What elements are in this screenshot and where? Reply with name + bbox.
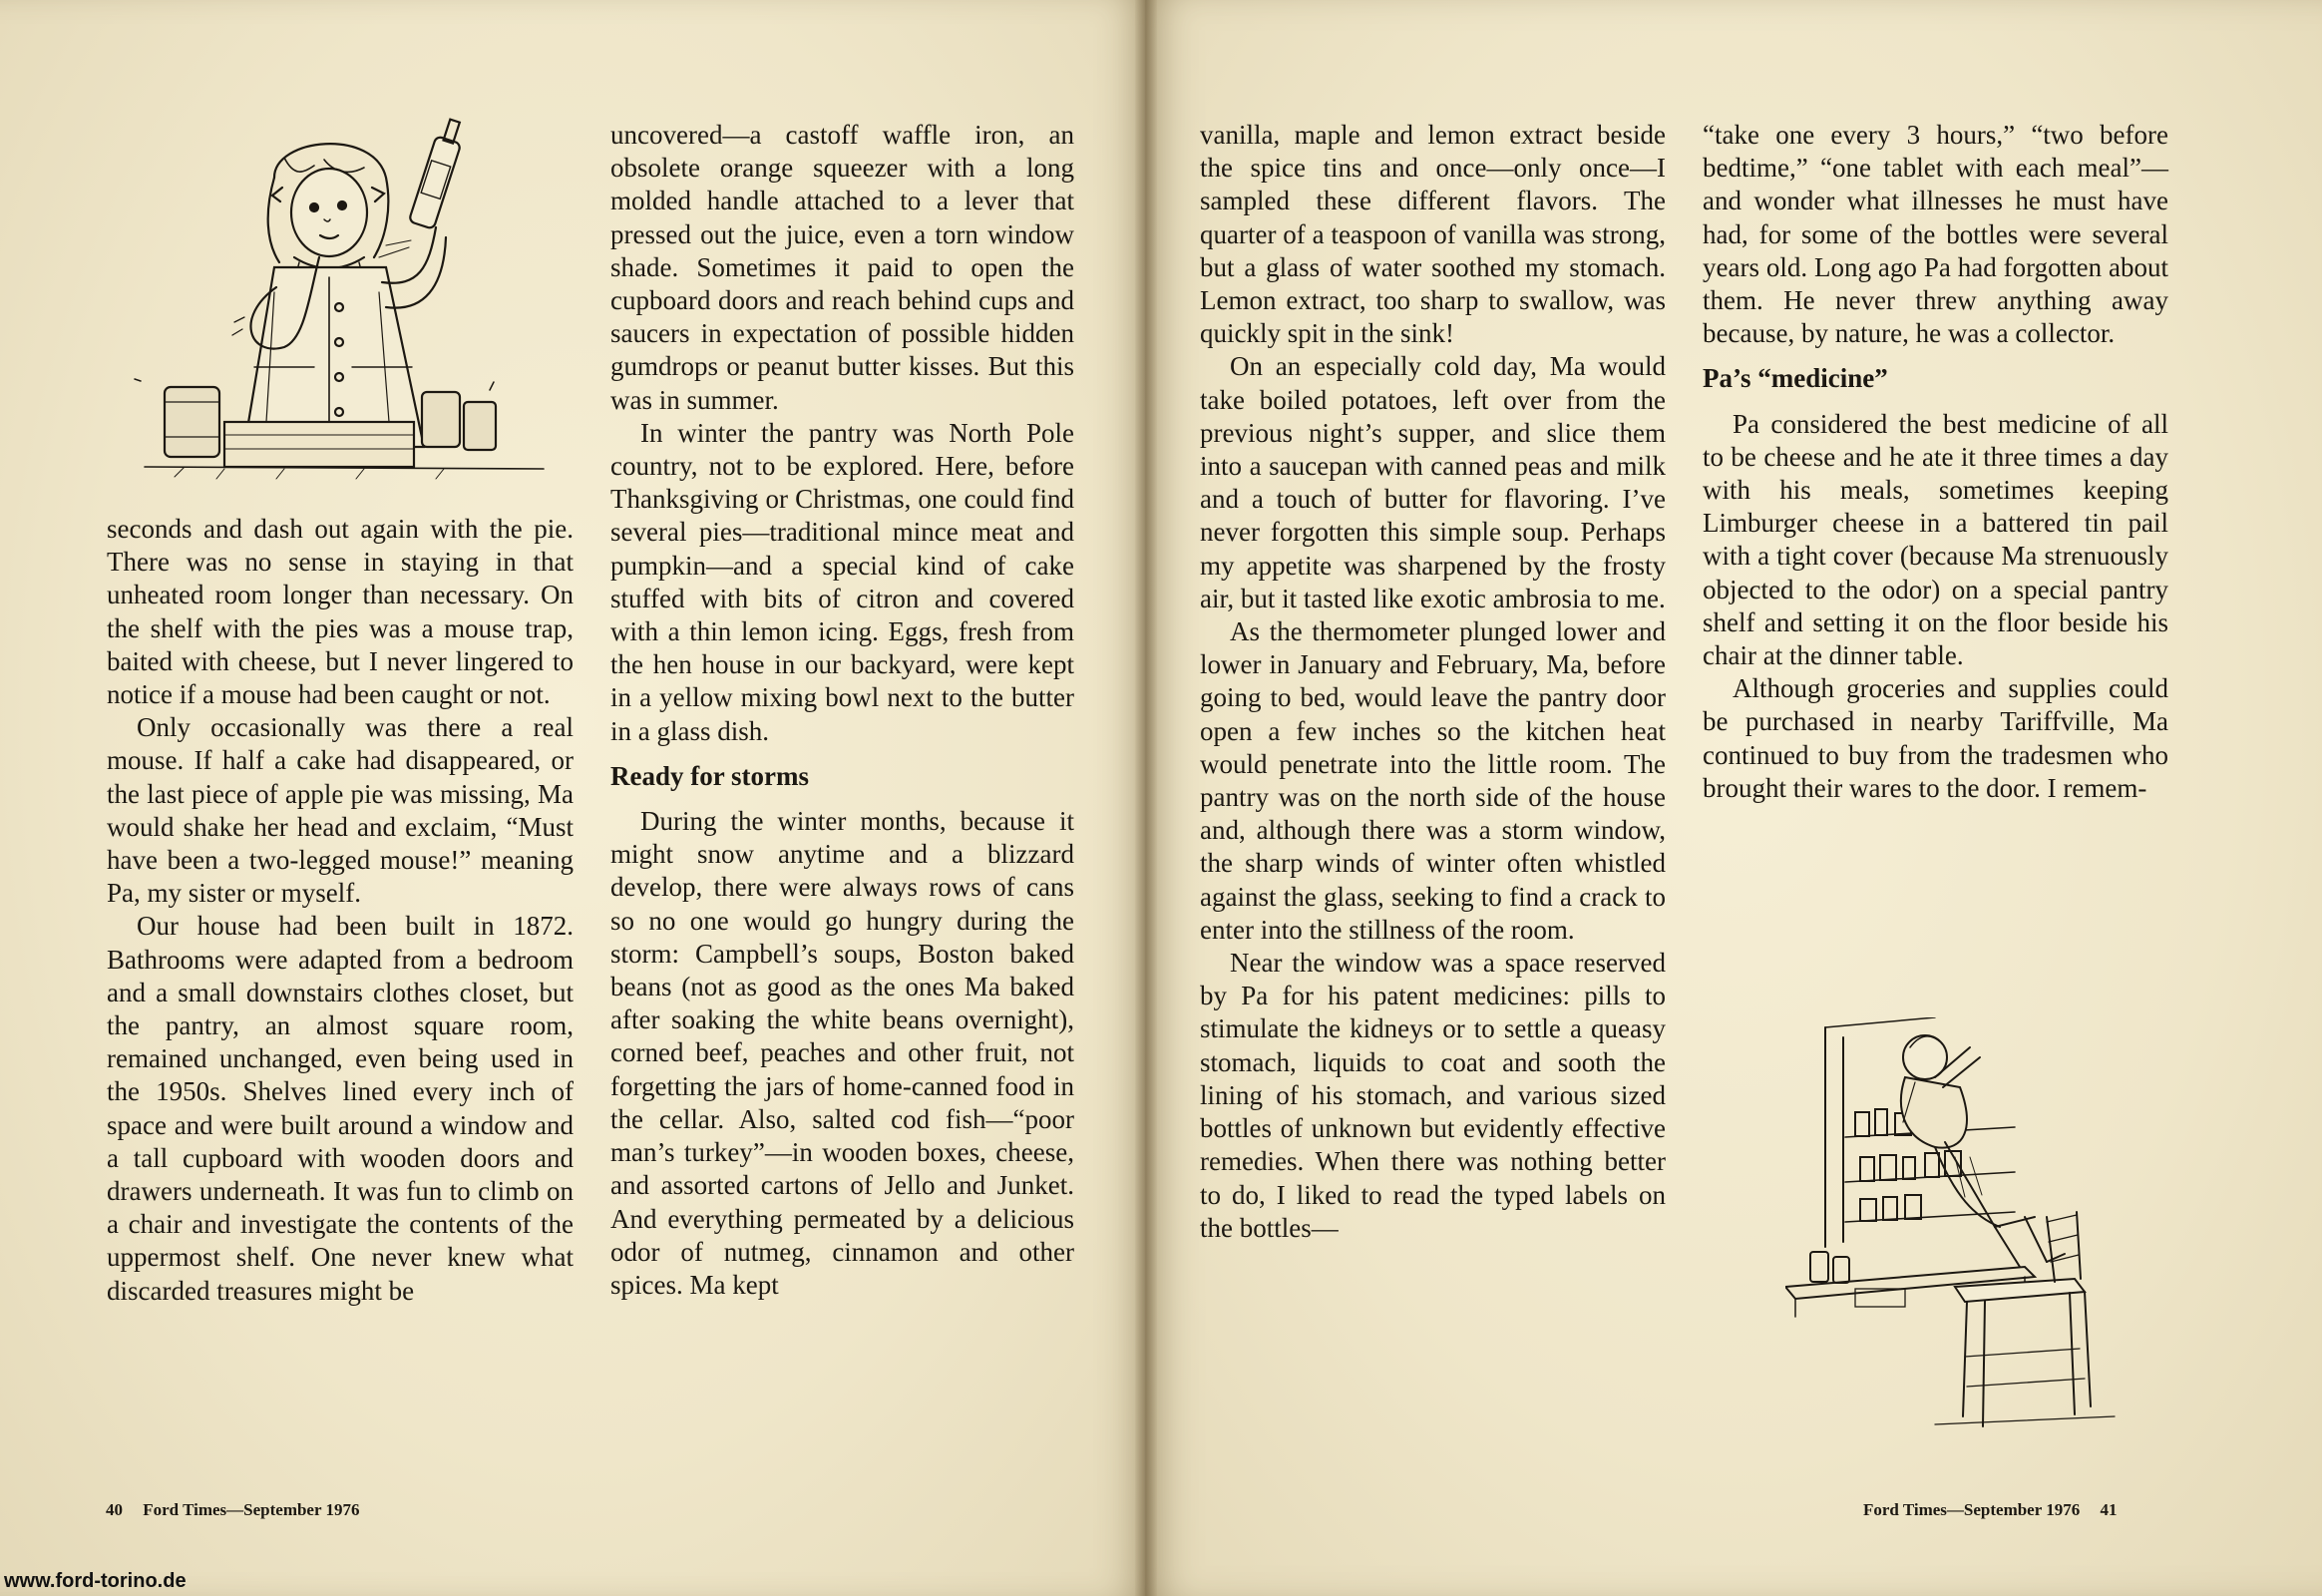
girl-with-bottle-illustration: [125, 118, 564, 489]
paragraph: “take one every 3 hours,” “two before bedtime,” “one tablet with each meal”—and wonder what illnesses he must have had, for some of the bottles were several years old. Long ago Pa had forgotten about them. He never threw anything away because, by nature, he was a collector.: [1703, 120, 2168, 349]
paragraph: As the thermometer plunged lower and lower in January and February, Ma, before going to bed, would leave the pantry door open a few inches so the kitchen heat would penetrate into the little room. The pantry was on the north side of the house and, although there was a storm window, the sharp winds of winter often whistled against the glass, seeking to find a crack to enter into the stillness of the room.: [1200, 616, 1666, 945]
paragraph: During the winter months, because it might snow anytime and a blizzard develop, there were always rows of cans so no one would go hungry during the storm: Campbell’s soups, Boston baked beans (not as good as the ones Ma baked after soaking the white beans overnight), corned beef, peaches and other fruit, not forgetting the jars of home-canned food in the cellar. Also, salted cod fish—“poor man’s turkey”—in wooden boxes, cheese, and assorted cartons of Jello and Junket. And everything permeated by a delicious odor of nutmeg, cinnamon and other spices. Ma kept: [610, 806, 1074, 1300]
footer-publication: Ford Times—September 1976: [143, 1500, 360, 1519]
article-column-3: [1200, 119, 1666, 1245]
article-column-4: [1703, 119, 2168, 805]
article-column-1: [107, 513, 574, 1308]
left-page-footer: [106, 1500, 359, 1520]
footer-publication: Ford Times—September 1976: [1863, 1500, 2081, 1519]
page-number: 40: [106, 1500, 123, 1519]
book-gutter: [1135, 0, 1157, 1596]
paragraph: Our house had been built in 1872. Bathrooms were adapted from a bedroom and a small downstairs clothes closet, but the pantry, an almost square room, remained unchanged, even being used in the 1950s. Shelves lined every inch of space and were built around a window and a tall cupboard with wooden doors and drawers underneath. It was fun to climb on a chair and investigate the contents of the uppermost shelf. One never knew what discarded treasures might be: [107, 911, 574, 1306]
section-heading: Pa’s “medicine”: [1703, 363, 1888, 394]
child-climbing-pantry-shelf-illustration: [1785, 1017, 2125, 1436]
article-column-2: [610, 119, 1074, 1302]
paragraph: Although groceries and supplies could be purchased in nearby Tariffville, Ma continued to buy from the tradesmen who brought their wares to the door. I remem-: [1703, 673, 2168, 803]
paragraph: In winter the pantry was North Pole country, not to be explored. Here, before Thanksgiving or Christmas, one could find several pies—traditional mince meat and pumpkin—and a special kind of cake stuffed with bits of citron and covered with a thin lemon icing. Eggs, fresh from the hen house in our backyard, were kept in a yellow mixing bowl next to the butter in a glass dish.: [610, 417, 1074, 746]
paragraph: Only occasionally was there a real mouse. If half a cake had disappeared, or the last piece of apple pie was missing, Ma would shake her head and exclaim, “Must have been a two-legged mouse!” meaning Pa, my sister or myself.: [107, 712, 574, 909]
paragraph: vanilla, maple and lemon extract beside the spice tins and once—only once—I sampled these different flavors. The quarter of a teaspoon of vanilla was strong, but a glass of water soothed my stomach. Lemon extract, too sharp to swallow, was quickly spit in the sink!: [1200, 120, 1666, 349]
paragraph: On an especially cold day, Ma would take boiled potatoes, left over from the previous night’s supper, and slice them into a saucepan with canned peas and milk and a touch of butter for flavoring. I’ve never forgotten this simple soup. Perhaps my appetite was sharpened by the frosty air, but it tasted like exotic ambrosia to me.: [1200, 351, 1666, 613]
paragraph: Pa considered the best medicine of all to be cheese and he ate it three times a day with his meals, sometimes keeping Limburger cheese in a battered tin pail with a tight cover (because Ma strenuously objected to the odor) on a special pantry shelf and setting it on the floor beside his chair at the dinner table.: [1703, 408, 2168, 671]
paragraph: Near the window was a space reserved by Pa for his patent medicines: pills to stimulate the kidneys or to settle a queasy stomach, liquids to coat and sooth the lining of his stomach, and various sized bottles of unknown but evidently effective remedies. When there was nothing better to do, I liked to read the typed labels on the bottles—: [1200, 948, 1666, 1243]
watermark-url: www.ford-torino.de: [4, 1570, 187, 1592]
paragraph: uncovered—a castoff waffle iron, an obsolete orange squeezer with a long molded handle attached to a lever that pressed out the juice, even a torn window shade. Sometimes it paid to open the cupboard doors and reach behind cups and saucers in expectation of possible hidden gumdrops or peanut butter kisses. But this was in summer.: [610, 120, 1074, 415]
right-page-footer: [1863, 1500, 2117, 1520]
paragraph: seconds and dash out again with the pie. There was no sense in staying in that unheated room longer than necessary. On the shelf with the pies was a mouse trap, baited with cheese, but I never lingered to notice if a mouse had been caught or not.: [107, 514, 574, 710]
page-number: 41: [2100, 1500, 2118, 1519]
section-heading: Ready for storms: [610, 760, 809, 791]
